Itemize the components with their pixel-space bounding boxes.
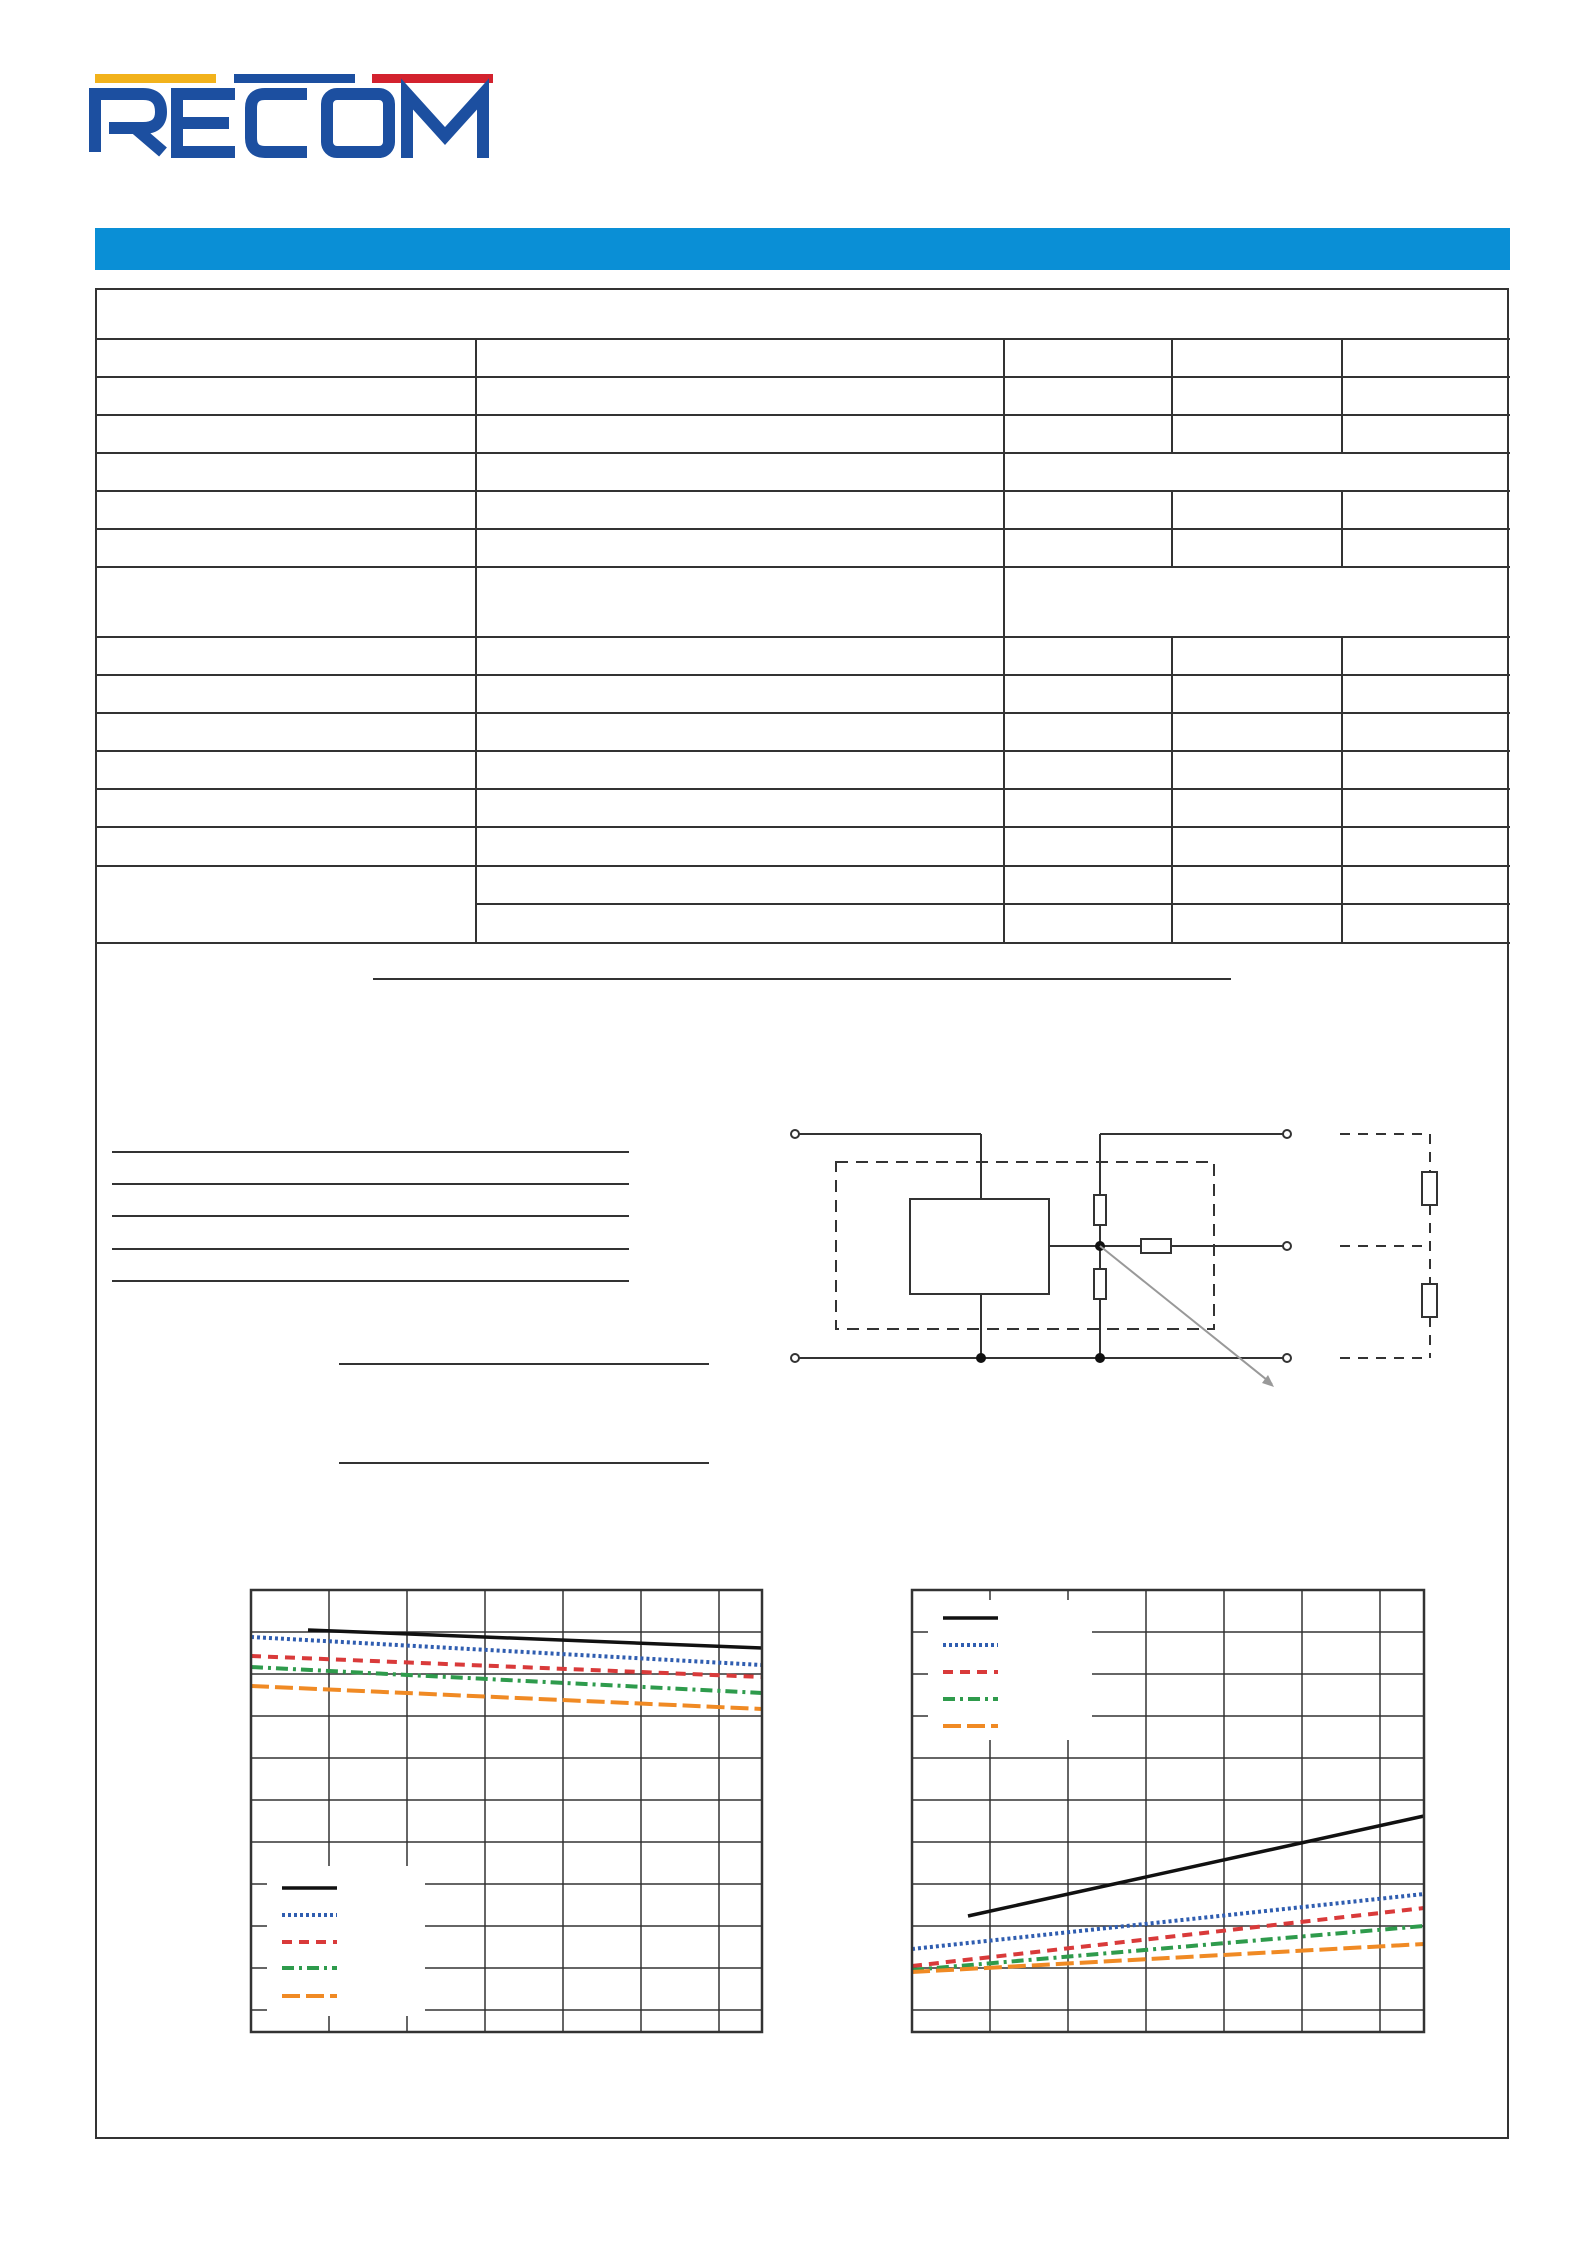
formula-rule xyxy=(339,1462,709,1464)
recom-logo xyxy=(95,74,495,164)
logo-graphic xyxy=(95,74,495,164)
section-heading-rule xyxy=(373,978,1231,980)
list-rule xyxy=(112,1183,629,1185)
header-bar xyxy=(95,228,1510,270)
formula-rule xyxy=(339,1363,709,1365)
list-rule xyxy=(112,1280,629,1282)
list-rule xyxy=(112,1248,629,1250)
list-rule xyxy=(112,1215,629,1217)
list-rule xyxy=(112,1151,629,1153)
content-frame xyxy=(95,288,1509,2139)
